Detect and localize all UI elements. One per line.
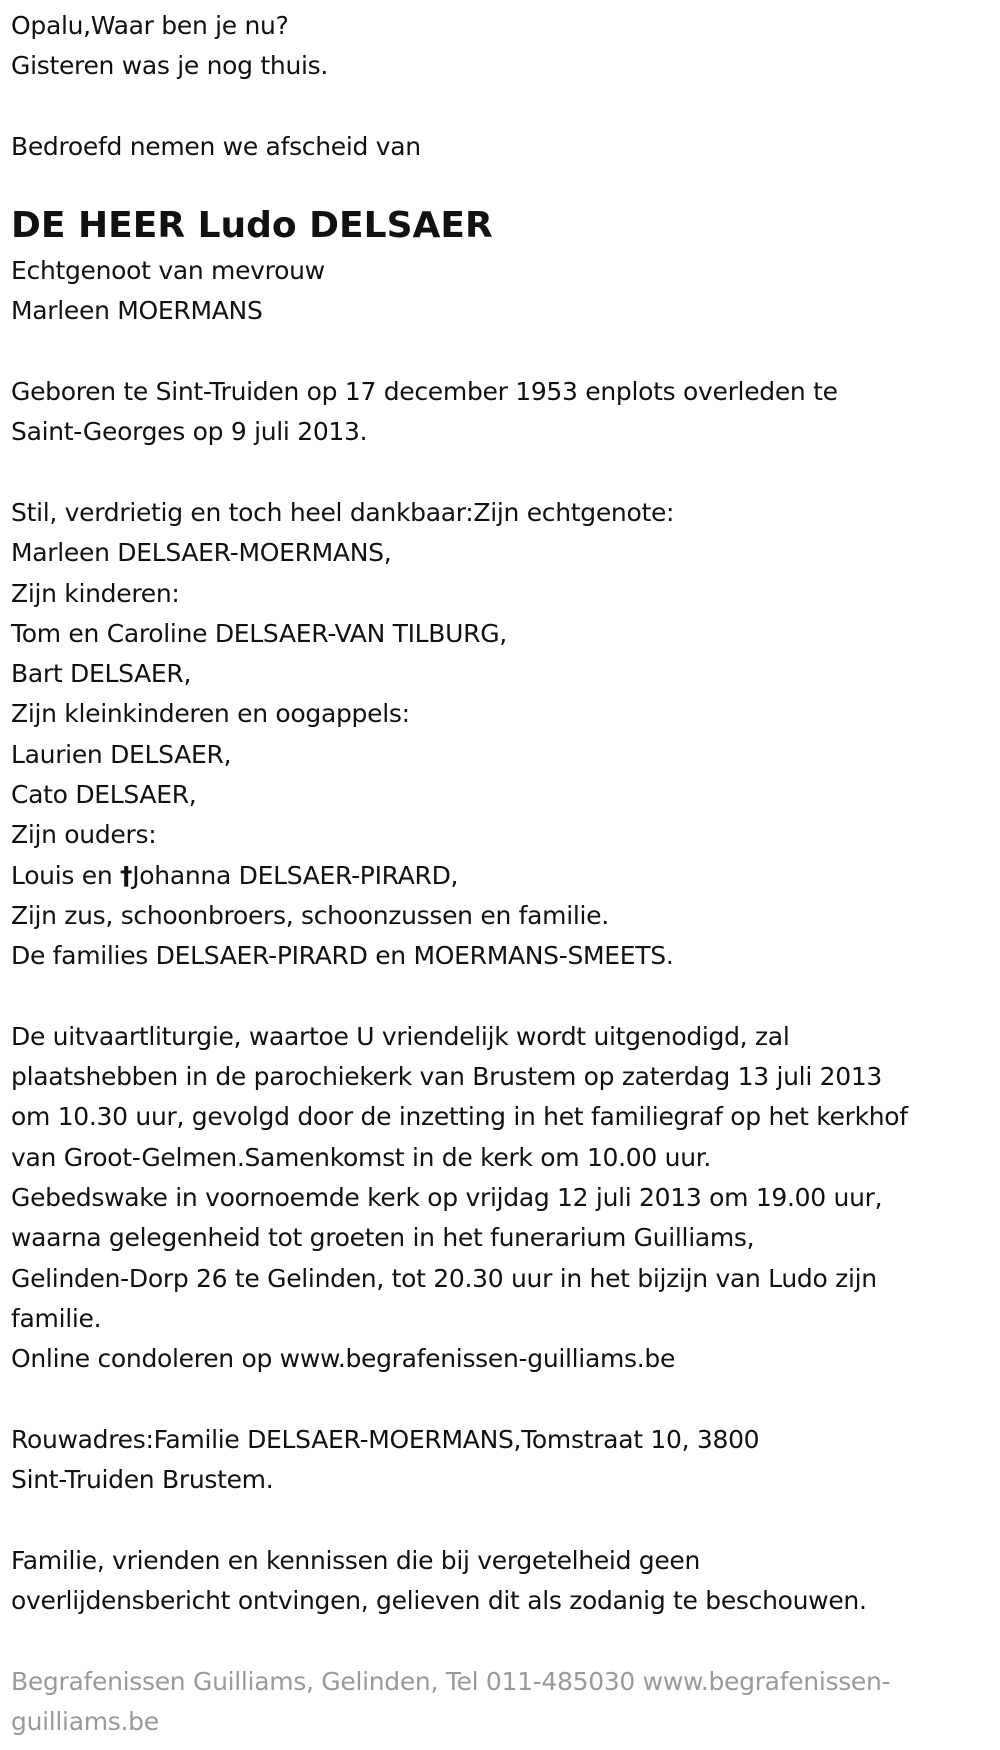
spacer xyxy=(11,332,996,372)
online-condolence-line: Online condoleren op www.begrafenissen-guilliams.be xyxy=(11,1344,676,1374)
spacer xyxy=(11,167,996,197)
spacer xyxy=(11,1380,996,1420)
child-2: Bart DELSAER, xyxy=(11,659,192,689)
mourning-address xyxy=(11,1420,996,1501)
poem xyxy=(11,6,996,87)
ceremony-line-4: van Groot-Gelmen.Samenkomst in de kerk om 10.00 uur. xyxy=(11,1142,712,1172)
grandchildren-label: Zijn kleinkinderen en oogappels: xyxy=(11,699,410,729)
spacer xyxy=(11,453,996,493)
parents-label: Zijn ouders: xyxy=(11,820,157,850)
obituary-document xyxy=(11,6,996,1742)
ceremony-line-5: Gebedswake in voornoemde kerk op vrijdag 12 juli 2013 om 19.00 uur, xyxy=(11,1183,883,1213)
parents-line xyxy=(11,856,996,896)
spacer xyxy=(11,1621,996,1661)
parents-prefix: Louis en xyxy=(11,860,121,890)
birth-line-1: Geboren te Sint-Truiden op 17 december 1953 enplots overleden te xyxy=(11,377,838,407)
notice-line-2: overlijdensbericht ontvingen, gelieven dit als zodanig te beschouwen. xyxy=(11,1585,867,1615)
spacer xyxy=(11,977,996,1017)
siblings-line: Zijn zus, schoonbroers, schoonzussen en familie. xyxy=(11,900,609,930)
children-label: Zijn kinderen: xyxy=(11,578,180,608)
notice-line-1: Familie, vrienden en kennissen die bij vergetelheid geen xyxy=(11,1545,701,1575)
spacer xyxy=(11,1500,996,1540)
ceremony-line-7: Gelinden-Dorp 26 te Gelinden, tot 20.30 uur in het bijzijn van Ludo zijn xyxy=(11,1263,877,1293)
ceremony-line-1: De uitvaartliturgie, waartoe U vriendelijk wordt uitgenodigd, zal xyxy=(11,1021,790,1051)
family-intro: Stil, verdrietig en toch heel dankbaar:Zijn echtgenote: xyxy=(11,497,675,527)
footer-line-2: guilliams.be xyxy=(11,1706,159,1736)
ceremony-info xyxy=(11,1017,996,1380)
family-list xyxy=(11,493,996,977)
ceremony-line-3: om 10.30 uur, gevolgd door de inzetting in het familiegraf op het kerkhof xyxy=(11,1102,908,1132)
cross-icon: † xyxy=(120,860,133,890)
birth-line-2: Saint-Georges op 9 juli 2013. xyxy=(11,417,368,447)
deceased-name: DE HEER Ludo DELSAER xyxy=(11,205,493,247)
poem-line-2: Gisteren was je nog thuis. xyxy=(11,51,329,81)
ceremony-line-8: familie. xyxy=(11,1303,102,1333)
ceremony-line-2: plaatshebben in de parochiekerk van Brustem op zaterdag 13 juli 2013 xyxy=(11,1062,883,1092)
footer xyxy=(11,1662,996,1743)
grandchild-1: Laurien DELSAER, xyxy=(11,739,232,769)
footer-line-1: Begrafenissen Guilliams, Gelinden, Tel 011-485030 www.begrafenissen- xyxy=(11,1666,891,1696)
intro-text: Bedroefd nemen we afscheid van xyxy=(11,131,421,161)
families-line: De families DELSAER-PIRARD en MOERMANS-SMEETS. xyxy=(11,941,674,971)
address-line-1: Rouwadres:Familie DELSAER-MOERMANS,Tomstraat 10, 3800 xyxy=(11,1424,760,1454)
ceremony-line-6: waarna gelegenheid tot groeten in het funerarium Guilliams, xyxy=(11,1223,755,1253)
notice xyxy=(11,1541,996,1622)
family-spouse: Marleen DELSAER-MOERMANS, xyxy=(11,538,392,568)
birth-death-info xyxy=(11,372,996,453)
poem-line-1: Opalu,Waar ben je nu? xyxy=(11,11,289,40)
spouse-line-1: Echtgenoot van mevrouw xyxy=(11,256,325,286)
grandchild-2: Cato DELSAER, xyxy=(11,780,197,810)
address-line-2: Sint-Truiden Brustem. xyxy=(11,1465,274,1495)
parents-suffix: Johanna DELSAER-PIRARD, xyxy=(132,860,459,890)
spacer xyxy=(11,87,996,127)
child-1: Tom en Caroline DELSAER-VAN TILBURG, xyxy=(11,618,507,648)
spouse-line-2: Marleen MOERMANS xyxy=(11,296,263,326)
